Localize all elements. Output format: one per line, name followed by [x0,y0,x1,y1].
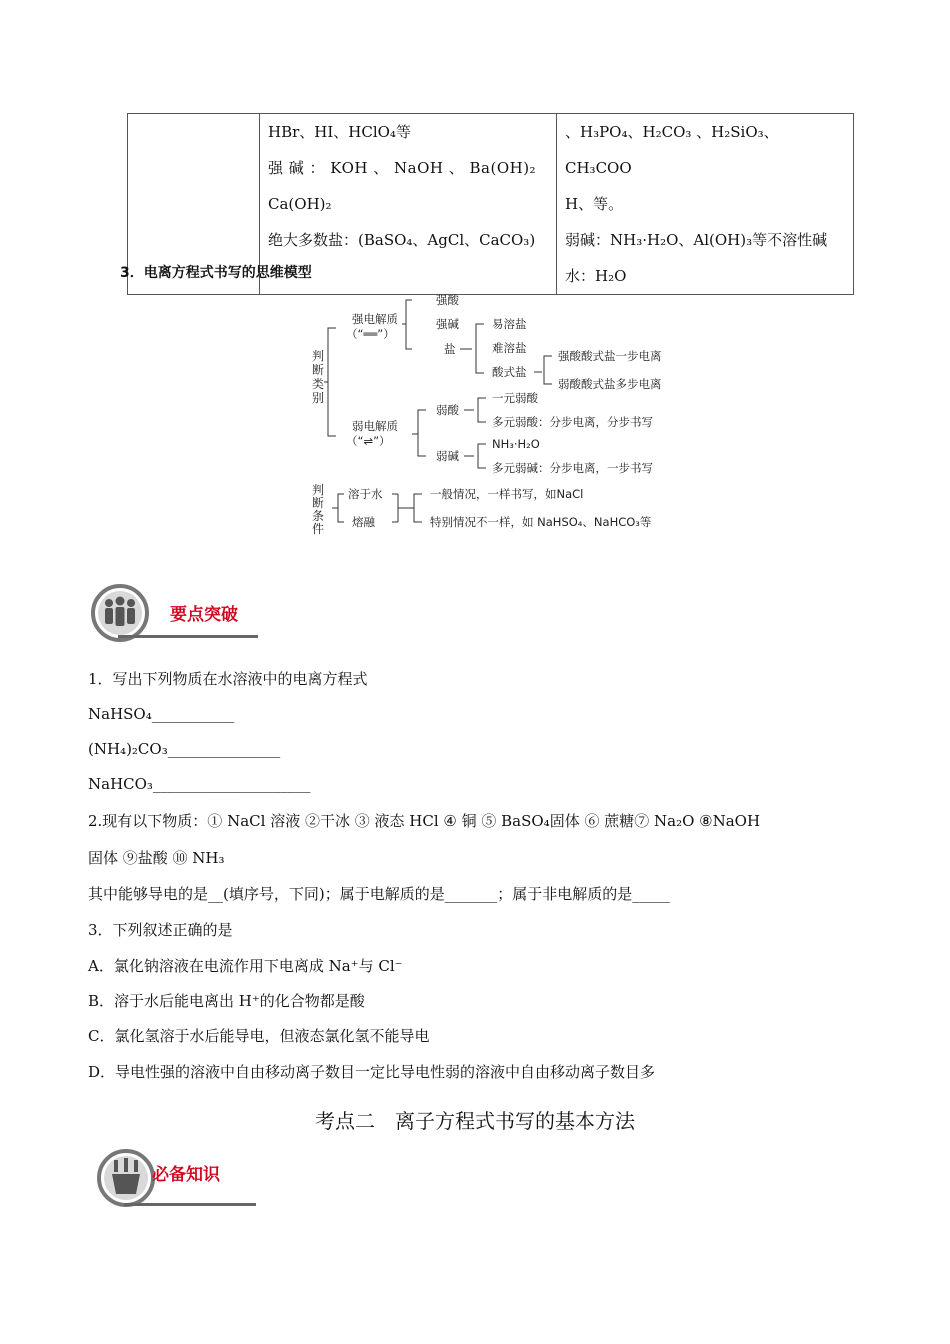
mono-weak-acid: 一元弱酸 [492,391,538,405]
strong-base: 强碱 [436,317,459,331]
weak-acid-salt: 弱酸酸式盐多步电离 [558,377,662,391]
weak-electrolyte: 弱电解质 [352,419,398,433]
in-water: 溶于水 [348,487,383,501]
weak-base: 弱碱 [436,449,459,463]
badge-underline [118,635,258,638]
acid-salt: 酸式盐 [492,365,527,379]
q3-option-d: D．导电性强的溶液中自由移动离子数目一定比导电性弱的溶液中自由移动离子数目多 [88,1063,656,1081]
nh3-h2o: NH₃·H₂O [492,437,540,451]
table-line: 、H₃PO₄、H₂CO₃ 、H₂SiO₃、CH₃COO [565,123,779,177]
strong-electrolyte: 强电解质 [352,312,398,326]
q2-line2: 固体 ⑨盐酸 ⑩ NH₃ [88,849,225,867]
poly-weak-acid: 多元弱酸：分步电离，分步书写 [492,415,653,429]
q1-item: NaHCO₃_____________________ [88,775,311,793]
table-line: 弱碱：NH₃·H₂O、Al(OH)₃等不溶性碱 [565,231,828,249]
ionization-model-diagram [300,288,700,543]
table-cell-weak [557,114,854,295]
section-title: 考点二 离子方程式书写的基本方法 [315,1109,635,1133]
q2-line3: 其中能够导电的是__(填序号，下同)；属于电解质的是_______；属于非电解质的是_____ [88,885,670,903]
table-line: HBr、HI、HClO₄等 [268,123,411,141]
badge-essential-knowledge: 必备知识 [152,1165,220,1185]
table-line: 强 碱 ： KOH 、 NaOH 、 Ba(OH)₂ [268,159,537,177]
q3-option-c: C．氯化氢溶于水后能导电，但液态氯化氢不能导电 [88,1027,430,1045]
award-icon [96,1148,156,1208]
molten: 熔融 [352,515,375,529]
weak-symbol: （“⇌”） [346,434,391,448]
table-line: H、等。 [565,195,624,213]
strong-acid-salt: 强酸酸式盐一步电离 [558,349,662,363]
q1-title: 1．写出下列物质在水溶液中的电离方程式 [88,670,368,688]
q1-item: NaHSO₄___________ [88,705,235,723]
q3-option-a: A．氯化钠溶液在电流作用下电离成 Na⁺与 Cl⁻ [88,957,403,975]
judge-type-label: 判断类别 [312,349,325,405]
q3-option-b: B．溶于水后能电离出 H⁺的化合物都是酸 [88,992,365,1010]
special-case: 特别情况不一样，如 NaHSO₄、NaHCO₃等 [430,515,652,529]
soluble-salt: 易溶盐 [492,317,527,331]
general-case: 一般情况，一样书写，如NaCl [430,487,584,501]
weak-acid: 弱酸 [436,403,459,417]
q2-line1: 2.现有以下物质：① NaCl 溶液 ②干冰 ③ 液态 HCl ④ 铜 ⑤ BaSO₄固体 ⑥ 蔗糖⑦ Na₂O ⑧NaOH [88,812,761,830]
badge-key-points: 要点突破 [170,605,238,625]
strong-acid: 强酸 [436,293,459,307]
q1-item: (NH₄)₂CO₃_______________ [88,740,281,758]
strong-symbol: （“══”） [346,327,395,341]
poly-weak-base: 多元弱碱：分步电离，一步书写 [492,461,653,475]
salt: 盐 [444,342,456,356]
q3-title: 3．下列叙述正确的是 [88,921,233,939]
heading-3: 3．电离方程式书写的思维模型 [120,265,312,281]
judge-cond-label: 判断条件 [312,483,325,536]
table-line: 绝大多数盐：(BaSO₄、AgCl、CaCO₃) [268,231,536,249]
table-line: 水：H₂O [565,267,627,285]
insoluble-salt: 难溶盐 [492,341,527,355]
people-icon [90,583,150,643]
table-line: Ca(OH)₂ [268,195,332,213]
badge-underline [124,1203,256,1206]
